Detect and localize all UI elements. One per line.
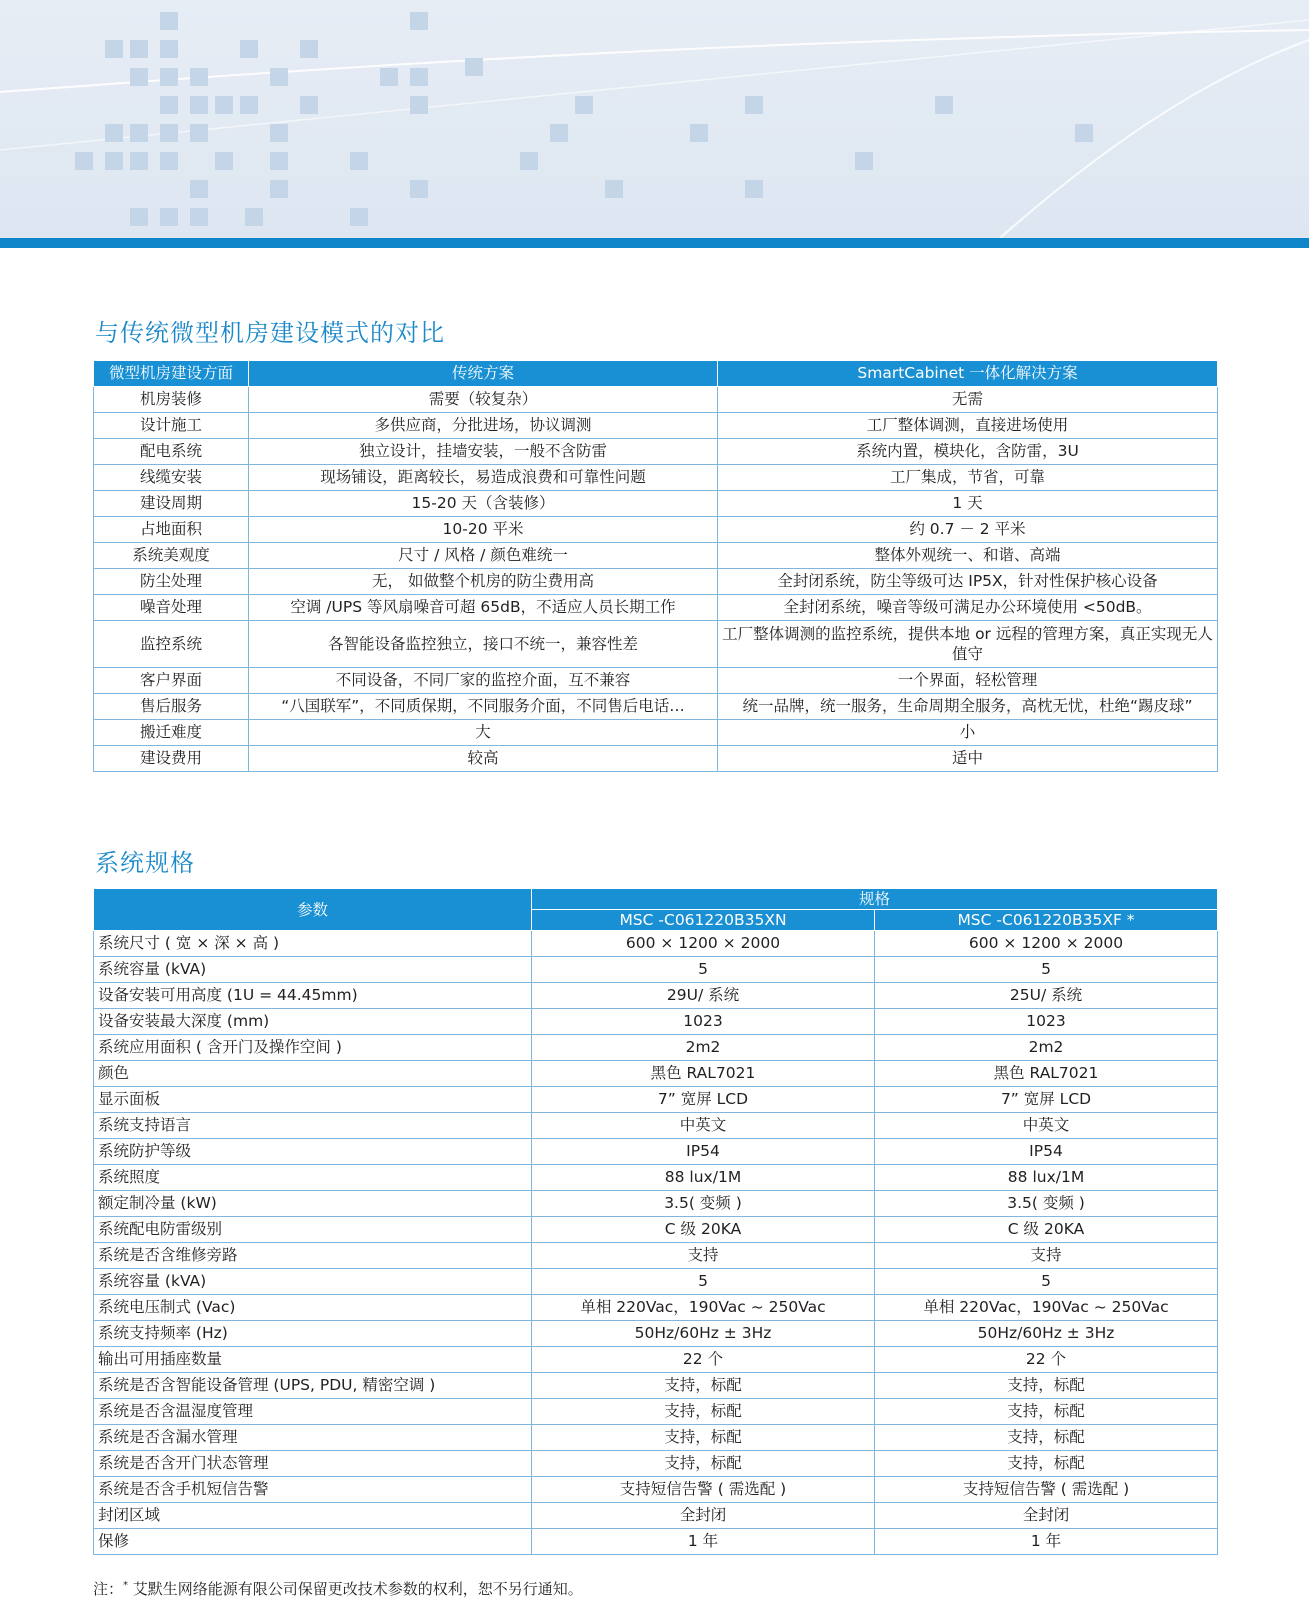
banner-square [105, 124, 123, 142]
table-row [94, 1399, 1218, 1425]
traditional-cell: “八国联军”，不同质保期，不同服务介面，不同售后电话… [249, 694, 718, 720]
banner-square [270, 180, 288, 198]
table-row [94, 1113, 1218, 1139]
spec-xf-cell: 支持，标配 [875, 1425, 1218, 1451]
banner-square [380, 68, 398, 86]
param-cell: 系统照度 [94, 1165, 532, 1191]
banner-square [410, 12, 428, 30]
param-cell: 输出可用插座数量 [94, 1347, 532, 1373]
column-header-traditional: 传统方案 [249, 361, 718, 387]
banner-square [75, 152, 93, 170]
footnote-text: 艾默生网络能源有限公司保留更改技术参数的权利，恕不另行通知。 [128, 1580, 583, 1598]
comparison-table [93, 360, 1218, 772]
spec-xf-cell: C 级 20KA [875, 1217, 1218, 1243]
spec-xf-cell: 5 [875, 957, 1218, 983]
param-cell: 系统配电防雷级别 [94, 1217, 532, 1243]
spec-xf-cell: 3.5( 变频 ) [875, 1191, 1218, 1217]
banner-square [855, 152, 873, 170]
table-row [94, 1347, 1218, 1373]
spec-xf-cell: 22 个 [875, 1347, 1218, 1373]
banner-square [270, 152, 288, 170]
banner-square [745, 96, 763, 114]
banner-square [550, 124, 568, 142]
aspect-cell: 售后服务 [94, 694, 249, 720]
table-row [94, 1165, 1218, 1191]
banner-square [300, 40, 318, 58]
spec-xn-cell: 29U/ 系统 [532, 983, 875, 1009]
banner-decoration [0, 0, 1309, 238]
column-header-aspect: 微型机房建设方面 [94, 361, 249, 387]
aspect-cell: 监控系统 [94, 621, 249, 668]
spec-xf-cell: 支持短信告警 ( 需选配 ) [875, 1477, 1218, 1503]
param-cell: 系统应用面积 ( 含开门及操作空间 ) [94, 1035, 532, 1061]
spec-xf-cell: 支持，标配 [875, 1373, 1218, 1399]
smartcabinet-cell: 1 天 [718, 491, 1218, 517]
aspect-cell: 建设周期 [94, 491, 249, 517]
banner-square [575, 96, 593, 114]
banner-square [410, 180, 428, 198]
spec-xn-cell: 支持 [532, 1243, 875, 1269]
spec-xn-cell: 单相 220Vac，190Vac ~ 250Vac [532, 1295, 875, 1321]
param-cell: 设备安装可用高度 (1U = 44.45mm) [94, 983, 532, 1009]
table-row [94, 668, 1218, 694]
table-row [94, 569, 1218, 595]
banner-square [160, 208, 178, 226]
spec-xf-cell: 5 [875, 1269, 1218, 1295]
spec-xf-cell: 50Hz/60Hz ± 3Hz [875, 1321, 1218, 1347]
banner-square [350, 208, 368, 226]
spec-xn-cell: C 级 20KA [532, 1217, 875, 1243]
traditional-cell: 不同设备，不同厂家的监控介面，互不兼容 [249, 668, 718, 694]
table-row [94, 1373, 1218, 1399]
banner-square [190, 208, 208, 226]
table-row [94, 1503, 1218, 1529]
spec-xn-cell: 5 [532, 1269, 875, 1295]
traditional-cell: 独立设计，挂墙安装，一般不含防雷 [249, 439, 718, 465]
footnote [93, 1578, 583, 1599]
param-cell: 系统是否含漏水管理 [94, 1425, 532, 1451]
table-row [94, 746, 1218, 772]
param-cell: 系统容量 (kVA) [94, 1269, 532, 1295]
aspect-cell: 机房装修 [94, 387, 249, 413]
banner-square [160, 96, 178, 114]
table-row [94, 1035, 1218, 1061]
banner-square [245, 208, 263, 226]
table-row [94, 387, 1218, 413]
spec-xf-cell: 600 × 1200 × 2000 [875, 931, 1218, 957]
table-row [94, 439, 1218, 465]
banner-square [160, 68, 178, 86]
spec-xf-cell: 7” 宽屏 LCD [875, 1087, 1218, 1113]
header-banner [0, 0, 1309, 238]
traditional-cell: 现场铺设，距离较长，易造成浪费和可靠性问题 [249, 465, 718, 491]
table-row [94, 957, 1218, 983]
param-cell: 系统支持频率 (Hz) [94, 1321, 532, 1347]
banner-square [935, 96, 953, 114]
table-row [94, 931, 1218, 957]
banner-square [215, 152, 233, 170]
banner-square [240, 40, 258, 58]
spec-xn-cell: 黑色 RAL7021 [532, 1061, 875, 1087]
traditional-cell: 空调 /UPS 等风扇噪音可超 65dB，不适应人员长期工作 [249, 595, 718, 621]
model-name-xn: MSC -C061220B35XN [532, 910, 875, 931]
spec-xn-cell: 2m2 [532, 1035, 875, 1061]
footnote-prefix: 注： [93, 1580, 124, 1598]
param-cell: 系统是否含智能设备管理 (UPS, PDU, 精密空调 ) [94, 1373, 532, 1399]
table-row [94, 720, 1218, 746]
column-header-param: 参数 [94, 889, 532, 931]
banner-square [605, 180, 623, 198]
aspect-cell: 建设费用 [94, 746, 249, 772]
param-cell: 颜色 [94, 1061, 532, 1087]
spec-xf-cell: 全封闭 [875, 1503, 1218, 1529]
traditional-cell: 大 [249, 720, 718, 746]
banner-divider [0, 238, 1309, 248]
param-cell: 设备安装最大深度 (mm) [94, 1009, 532, 1035]
spec-xn-cell: 7” 宽屏 LCD [532, 1087, 875, 1113]
smartcabinet-cell: 统一品牌，统一服务，生命周期全服务，高枕无忧，杜绝“踢皮球” [718, 694, 1218, 720]
table-row [94, 1191, 1218, 1217]
footnote-mark: * [123, 1580, 129, 1591]
smartcabinet-cell: 系统内置，模块化，含防雷，3U [718, 439, 1218, 465]
smartcabinet-cell: 适中 [718, 746, 1218, 772]
banner-square [270, 68, 288, 86]
comparison-header-row [94, 361, 1218, 387]
spec-xf-cell: 单相 220Vac，190Vac ~ 250Vac [875, 1295, 1218, 1321]
banner-square [105, 40, 123, 58]
smartcabinet-cell: 工厂整体调测的监控系统，提供本地 or 远程的管理方案，真正实现无人值守 [718, 621, 1218, 668]
model-name-xf: MSC -C061220B35XF * [875, 910, 1218, 931]
aspect-cell: 客户界面 [94, 668, 249, 694]
param-cell: 封闭区域 [94, 1503, 532, 1529]
spec-xf-cell: IP54 [875, 1139, 1218, 1165]
param-cell: 系统是否含开门状态管理 [94, 1451, 532, 1477]
spec-xn-cell: 全封闭 [532, 1503, 875, 1529]
specs-table [93, 888, 1218, 1555]
smartcabinet-cell: 约 0.7 － 2 平米 [718, 517, 1218, 543]
smartcabinet-cell: 工厂集成，节省，可靠 [718, 465, 1218, 491]
spec-xn-cell: 支持短信告警 ( 需选配 ) [532, 1477, 875, 1503]
traditional-cell: 10-20 平米 [249, 517, 718, 543]
traditional-cell: 各智能设备监控独立，接口不统一，兼容性差 [249, 621, 718, 668]
spec-xn-cell: 22 个 [532, 1347, 875, 1373]
table-row [94, 517, 1218, 543]
spec-xf-cell: 黑色 RAL7021 [875, 1061, 1218, 1087]
smartcabinet-cell: 全封闭系统，噪音等级可满足办公环境使用 <50dB。 [718, 595, 1218, 621]
spec-xn-cell: 支持，标配 [532, 1451, 875, 1477]
spec-xf-cell: 1 年 [875, 1529, 1218, 1555]
param-cell: 显示面板 [94, 1087, 532, 1113]
table-row [94, 413, 1218, 439]
table-row [94, 595, 1218, 621]
comparison-title: 与传统微型机房建设模式的对比 [95, 319, 445, 347]
aspect-cell: 占地面积 [94, 517, 249, 543]
banner-square [410, 96, 428, 114]
param-cell: 系统尺寸 ( 宽 × 深 × 高 ) [94, 931, 532, 957]
spec-xf-cell: 支持 [875, 1243, 1218, 1269]
table-row [94, 1243, 1218, 1269]
spec-xn-cell: 中英文 [532, 1113, 875, 1139]
traditional-cell: 多供应商，分批进场，协议调测 [249, 413, 718, 439]
spec-xf-cell: 中英文 [875, 1113, 1218, 1139]
banner-square [190, 124, 208, 142]
spec-xn-cell: 支持，标配 [532, 1399, 875, 1425]
table-row [94, 1217, 1218, 1243]
table-row [94, 1295, 1218, 1321]
banner-square [105, 152, 123, 170]
table-row [94, 1009, 1218, 1035]
smartcabinet-cell: 一个界面，轻松管理 [718, 668, 1218, 694]
banner-square [160, 124, 178, 142]
aspect-cell: 搬迁难度 [94, 720, 249, 746]
banner-square [520, 152, 538, 170]
table-row [94, 1477, 1218, 1503]
banner-square [190, 180, 208, 198]
table-row [94, 983, 1218, 1009]
spec-xn-cell: 1 年 [532, 1529, 875, 1555]
spec-xn-cell: 600 × 1200 × 2000 [532, 931, 875, 957]
table-row [94, 1139, 1218, 1165]
spec-xn-cell: IP54 [532, 1139, 875, 1165]
banner-square [1075, 124, 1093, 142]
banner-square [350, 152, 368, 170]
smartcabinet-cell: 小 [718, 720, 1218, 746]
table-row [94, 1321, 1218, 1347]
banner-square [240, 96, 258, 114]
table-row [94, 694, 1218, 720]
spec-xf-cell: 2m2 [875, 1035, 1218, 1061]
aspect-cell: 线缆安装 [94, 465, 249, 491]
banner-square [190, 68, 208, 86]
aspect-cell: 设计施工 [94, 413, 249, 439]
param-cell: 系统电压制式 (Vac) [94, 1295, 532, 1321]
param-cell: 系统是否含手机短信告警 [94, 1477, 532, 1503]
param-cell: 系统防护等级 [94, 1139, 532, 1165]
table-row [94, 1087, 1218, 1113]
table-row [94, 543, 1218, 569]
banner-square [190, 96, 208, 114]
aspect-cell: 配电系统 [94, 439, 249, 465]
traditional-cell: 无， 如做整个机房的防尘费用高 [249, 569, 718, 595]
banner-square [465, 58, 483, 76]
param-cell: 系统支持语言 [94, 1113, 532, 1139]
table-row [94, 491, 1218, 517]
banner-square [130, 68, 148, 86]
banner-square [300, 96, 318, 114]
table-row [94, 621, 1218, 668]
spec-xf-cell: 25U/ 系统 [875, 983, 1218, 1009]
aspect-cell: 防尘处理 [94, 569, 249, 595]
smartcabinet-cell: 整体外观统一、和谐、高端 [718, 543, 1218, 569]
table-row [94, 465, 1218, 491]
table-row [94, 1451, 1218, 1477]
banner-square [130, 124, 148, 142]
traditional-cell: 较高 [249, 746, 718, 772]
spec-xn-cell: 支持，标配 [532, 1373, 875, 1399]
traditional-cell: 尺寸 / 风格 / 颜色难统一 [249, 543, 718, 569]
smartcabinet-cell: 无需 [718, 387, 1218, 413]
aspect-cell: 系统美观度 [94, 543, 249, 569]
specs-title: 系统规格 [95, 849, 195, 877]
spec-xn-cell: 3.5( 变频 ) [532, 1191, 875, 1217]
param-cell: 额定制冷量 (kW) [94, 1191, 532, 1217]
param-cell: 系统容量 (kVA) [94, 957, 532, 983]
banner-square [215, 96, 233, 114]
traditional-cell: 15-20 天（含装修） [249, 491, 718, 517]
param-cell: 保修 [94, 1529, 532, 1555]
aspect-cell: 噪音处理 [94, 595, 249, 621]
spec-xn-cell: 支持，标配 [532, 1425, 875, 1451]
banner-square [690, 124, 708, 142]
spec-xf-cell: 支持，标配 [875, 1399, 1218, 1425]
specs-header-row [94, 889, 1218, 910]
param-cell: 系统是否含温湿度管理 [94, 1399, 532, 1425]
spec-xn-cell: 88 lux/1M [532, 1165, 875, 1191]
spec-xf-cell: 支持，标配 [875, 1451, 1218, 1477]
banner-square [130, 208, 148, 226]
column-header-spec: 规格 [532, 889, 1218, 910]
column-header-smartcabinet: SmartCabinet 一体化解决方案 [718, 361, 1218, 387]
spec-xf-cell: 88 lux/1M [875, 1165, 1218, 1191]
spec-xn-cell: 1023 [532, 1009, 875, 1035]
banner-square [130, 40, 148, 58]
banner-square [160, 40, 178, 58]
table-row [94, 1425, 1218, 1451]
banner-square [270, 124, 288, 142]
traditional-cell: 需要（较复杂） [249, 387, 718, 413]
banner-square [160, 152, 178, 170]
smartcabinet-cell: 全封闭系统，防尘等级可达 IP5X，针对性保护核心设备 [718, 569, 1218, 595]
table-row [94, 1061, 1218, 1087]
spec-xf-cell: 1023 [875, 1009, 1218, 1035]
spec-xn-cell: 5 [532, 957, 875, 983]
spec-xn-cell: 50Hz/60Hz ± 3Hz [532, 1321, 875, 1347]
table-row [94, 1529, 1218, 1555]
param-cell: 系统是否含维修旁路 [94, 1243, 532, 1269]
banner-square [745, 180, 763, 198]
banner-square [410, 68, 428, 86]
banner-square [160, 12, 178, 30]
banner-square [130, 152, 148, 170]
table-row [94, 1269, 1218, 1295]
smartcabinet-cell: 工厂整体调测，直接进场使用 [718, 413, 1218, 439]
